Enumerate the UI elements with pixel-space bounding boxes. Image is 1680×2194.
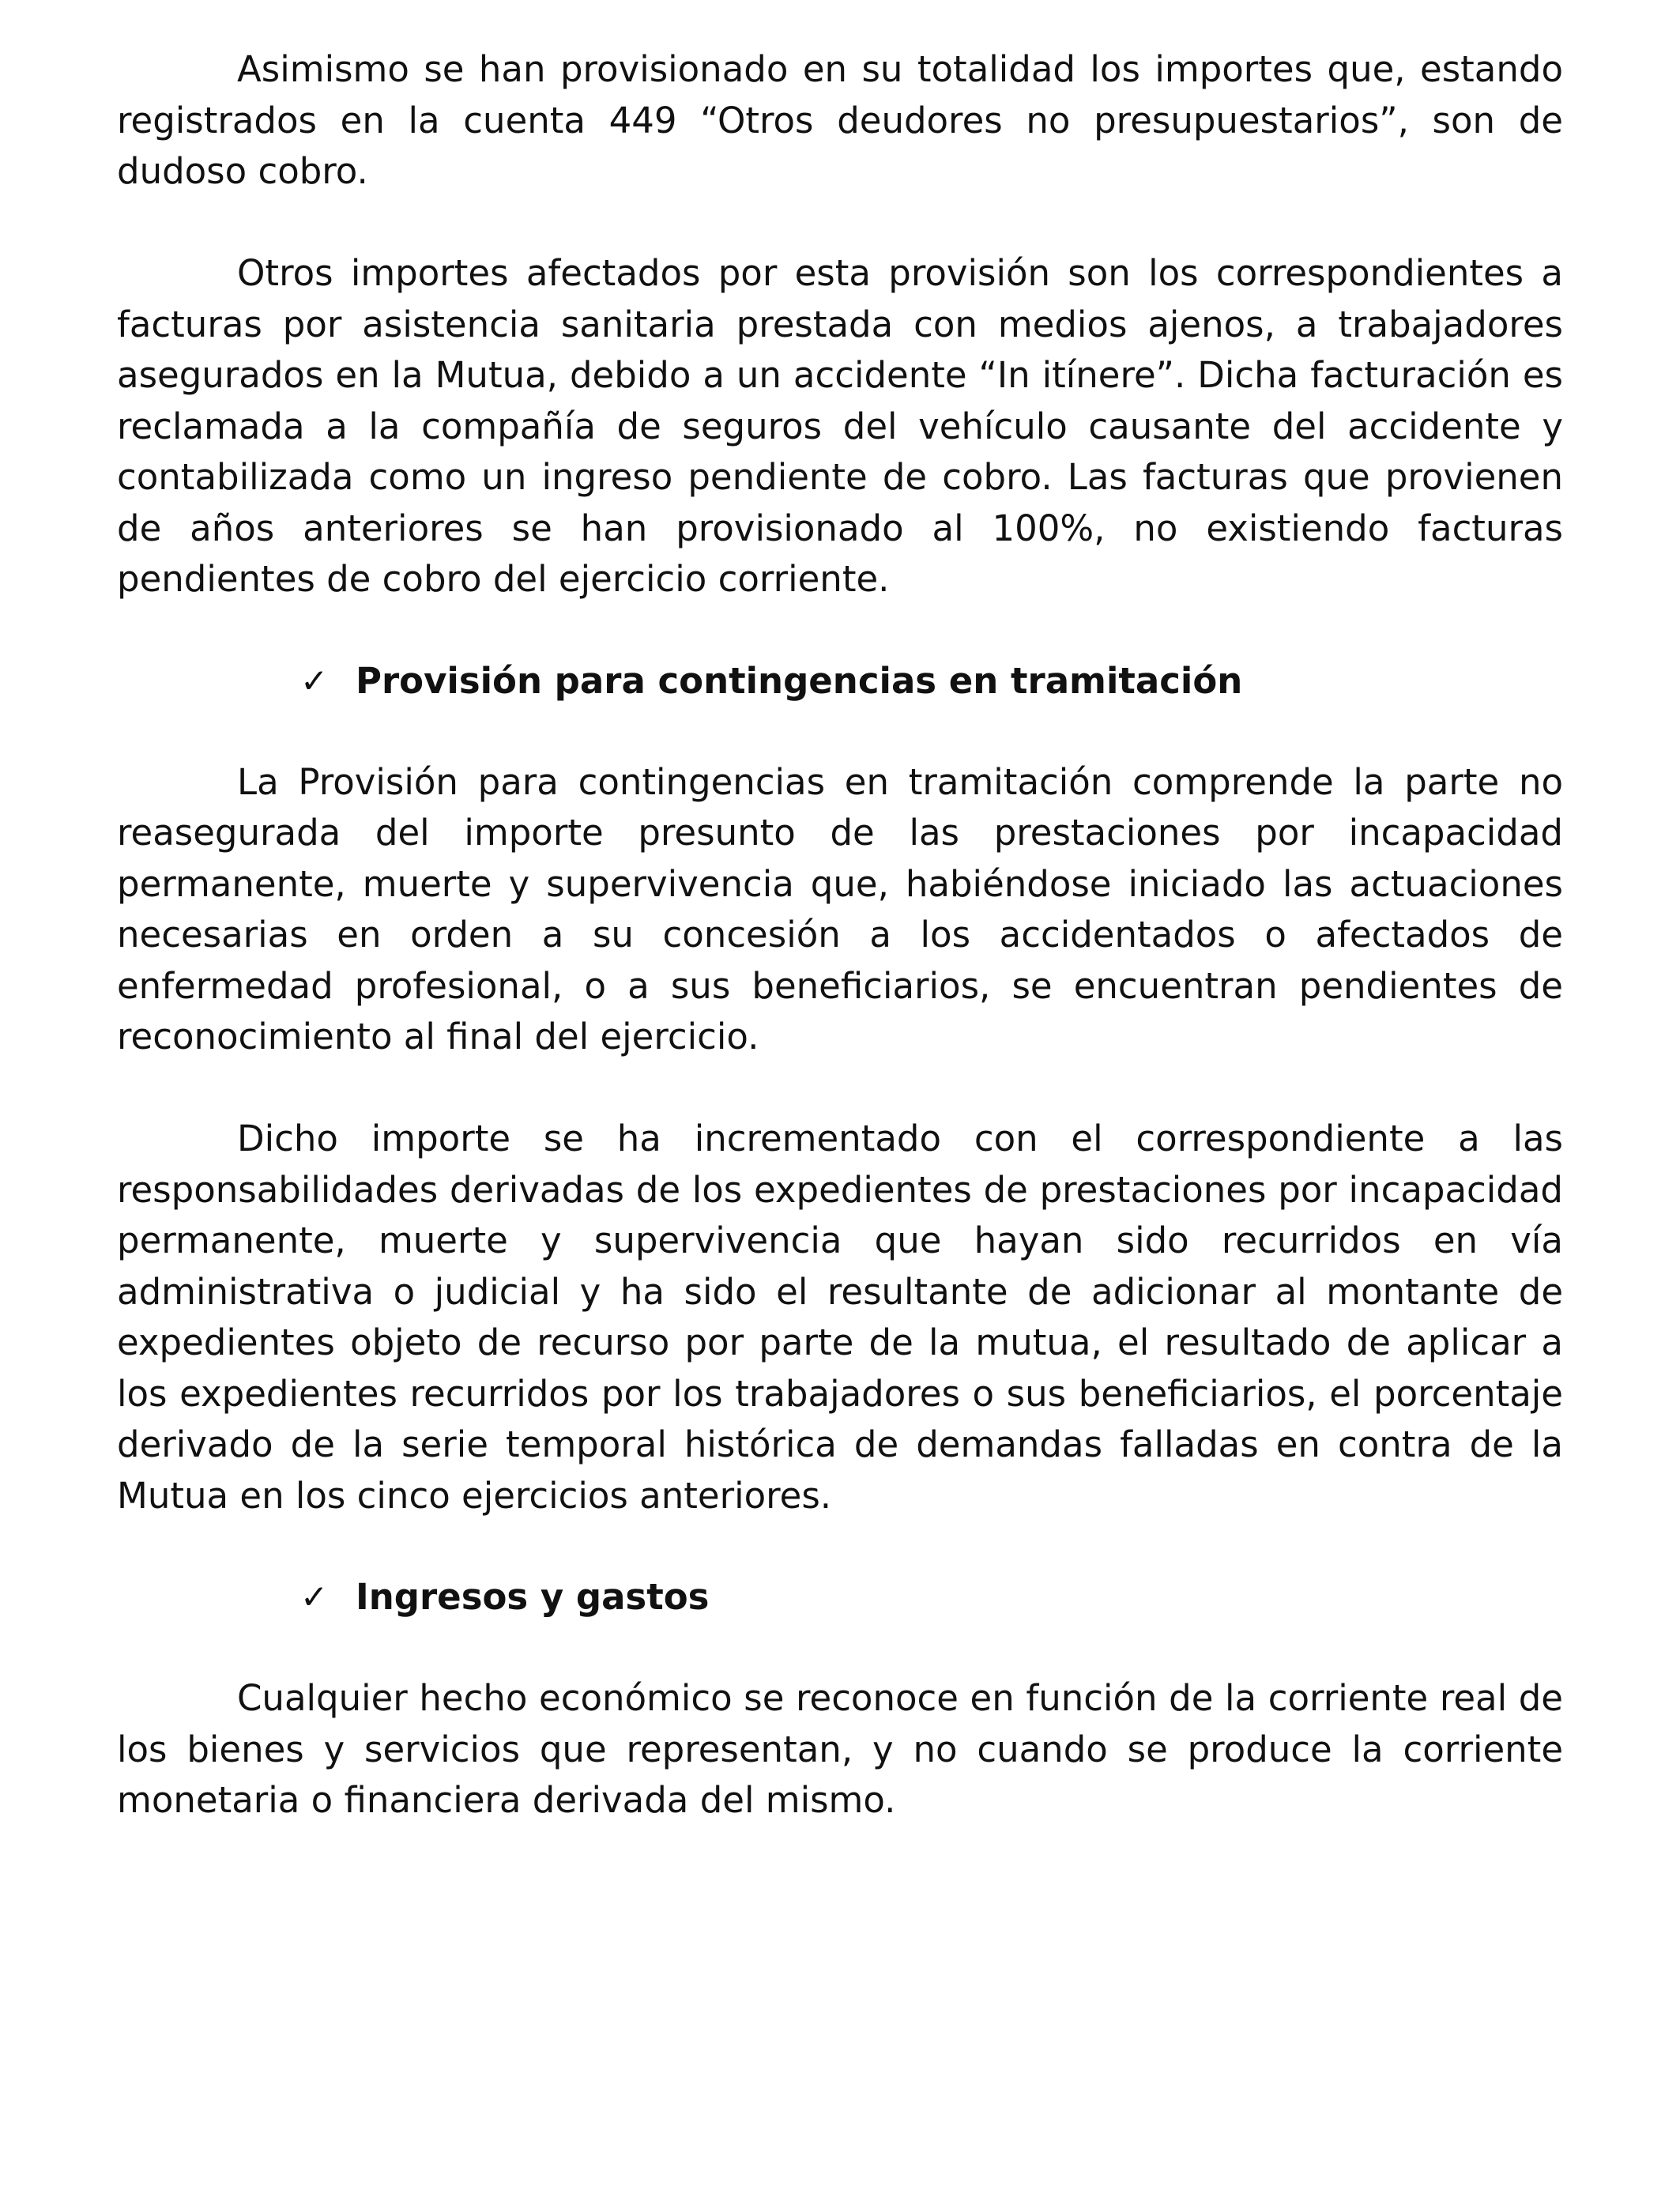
paragraph-dudoso-cobro: Asimismo se han provisionado en su totalidad los importes que, estando registrados en la cuenta 449 “Otros deudores no presupuestarios”, son de dudoso cobro.: [117, 48, 1563, 192]
section-heading-contingencias: [117, 656, 1563, 707]
paragraph-provision-definicion: La Provisión para contingencias en tramitación comprende la parte no reasegurada del importe presunto de las prestaciones por incapacidad permanente, muerte y supervivencia que, habiéndose iniciado las actuaciones necesarias en orden a su concesión a los accidentados o afectados de enfermedad profesional, o a sus beneficiarios, se encuentran pendientes de reconocimiento al final del ejercicio.: [117, 760, 1563, 1057]
section-heading-ingresos-gastos-label: Ingresos y gastos: [356, 1576, 710, 1618]
paragraph-hecho-economico: Cualquier hecho económico se reconoce en función de la corriente real de los bienes y servicios que representan, y no cuando se produce la corriente monetaria o financiera derivada del mismo.: [117, 1677, 1563, 1821]
section-heading-contingencias-label: Provisión para contingencias en tramitación: [356, 659, 1243, 702]
paragraph-otros-importes: Otros importes afectados por esta provisión son los correspondientes a facturas por asistencia sanitaria prestada con medios ajenos, a trabajadores asegurados en la Mutua, debido a un accidente “In itínere”. Dicha facturación es reclamada a la compañía de seguros del vehículo causante del accidente y contabilizada como un ingreso pendiente de cobro. Las facturas que provienen de años anteriores se han provisionado al 100%, no existiendo facturas pendientes de cobro del ejercicio corriente.: [117, 252, 1563, 600]
check-mark-icon: ✓: [300, 661, 329, 700]
paragraph-importe-incrementado: Dicho importe se ha incrementado con el correspondiente a las responsabilidades derivadas de los expedientes de prestaciones por incapacidad permanente, muerte y supervivencia que hayan sido recurridos en vía administrativa o judicial y ha sido el resultante de adicionar al montante de expedientes objeto de recurso por parte de la mutua, el resultado de aplicar a los expedientes recurridos por los trabajadores o sus beneficiarios, el porcentaje derivado de la serie temporal histórica de demandas falladas en contra de la Mutua en los cinco ejercicios anteriores.: [117, 1118, 1563, 1517]
check-mark-icon: ✓: [300, 1578, 329, 1616]
section-heading-ingresos-gastos: [117, 1572, 1563, 1623]
document-page: [117, 44, 1563, 1826]
